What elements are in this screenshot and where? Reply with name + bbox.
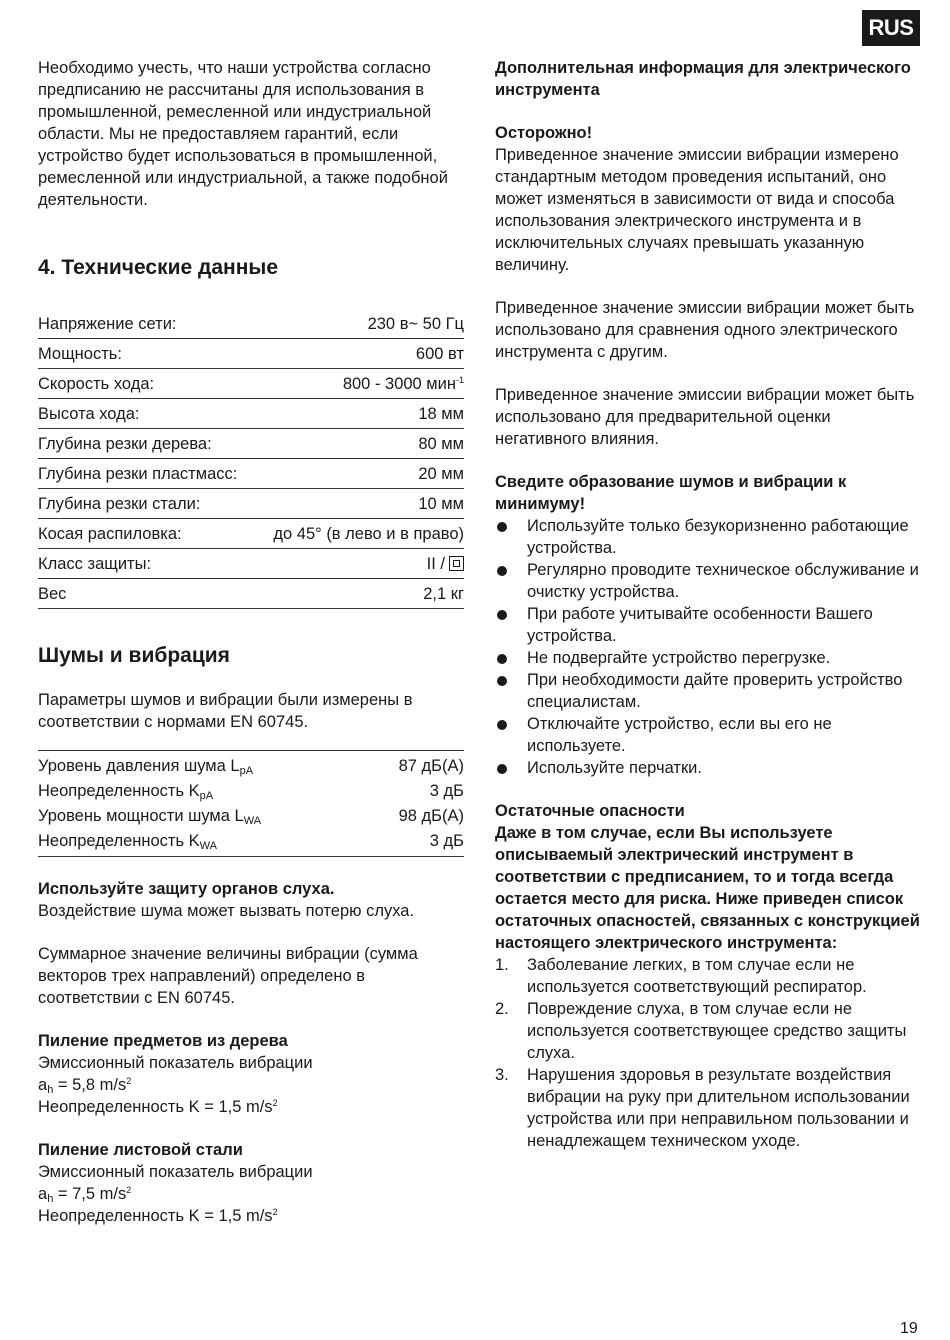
noise-heading: Шумы и вибрация — [38, 644, 230, 667]
vibration-total: Суммарное значение величины вибрации (сумма векторов трех направлений) определено в соответствии с EN 60745. — [38, 945, 418, 1007]
caution-title: Осторожно! — [495, 124, 593, 142]
spec-row: Глубина резки дерева: 80 мм — [38, 429, 464, 459]
spec-row: Вес 2,1 кг — [38, 579, 464, 609]
hearing-text: Воздействие шума может вызвать потерю слуха. — [38, 902, 415, 920]
noise-row: Уровень мощности шума $L_{WA}$ 98 дБ(A) — [38, 806, 464, 827]
language-tab: RUS — [862, 10, 920, 46]
minimize-title: Сведите образование шумов и вибрации к минимуму! — [495, 473, 847, 513]
spec-row: Мощность: 600 вт — [38, 339, 464, 369]
steel-emission-label: Эмиссионный показатель вибрации — [38, 1163, 313, 1181]
steel-ah: $a_h = 7,5$ $m/s^2$ — [38, 1185, 132, 1205]
noise-table — [38, 750, 464, 857]
list-item: Не подвергайте устройство перегрузке. — [495, 647, 920, 669]
left-column — [38, 57, 464, 1227]
noise-row: Неопределенность $K_{pA}$ 3 дБ — [38, 781, 464, 802]
hearing-title: Используйте защиту органов слуха. — [38, 880, 335, 898]
spec-row: Глубина резки стали: 10 мм — [38, 489, 464, 519]
spec-row: Глубина резки пластмасс: 20 мм — [38, 459, 464, 489]
right-column — [495, 57, 920, 1152]
tips-list — [495, 515, 920, 779]
residual-intro: Даже в том случае, если Вы используете описываемый электрический инструмент в соответствии с предписанием, то и тогда всегда остается место для риска. Ниже приведен список остаточных опасностей, связанных с конструкцией настоящего электрического инструмента: — [495, 824, 920, 952]
spec-row: Косая распиловка: до 45° (в лево и в право) — [38, 519, 464, 549]
list-item: Отключайте устройство, если вы его не используете. — [495, 713, 920, 757]
list-item: При необходимости дайте проверить устройство специалистам. — [495, 669, 920, 713]
page-number: 19 — [900, 1320, 918, 1337]
spec-row: Скорость хода: 800 - 3000 мин$^{-1}$ — [38, 369, 464, 399]
noise-intro: Параметры шумов и вибрации были измерены в соответствии с нормами EN 60745. — [38, 691, 413, 731]
noise-row: Неопределенность $K_{WA}$ 3 дБ — [38, 831, 464, 852]
list-item: Используйте только безукоризненно работающие устройства. — [495, 515, 920, 559]
list-item: Используйте перчатки. — [495, 757, 920, 779]
wood-emission-label: Эмиссионный показатель вибрации — [38, 1054, 313, 1072]
wood-title: Пиление предметов из дерева — [38, 1032, 288, 1050]
list-item: 3. Нарушения здоровья в результате воздействия вибрации на руку при длительном использовании устройства или при неправильном пользовании и ненадлежащем техническом уходе. — [495, 1066, 910, 1150]
intro-paragraph: Необходимо учесть, что наши устройства согласно предписанию не рассчитаны для использования в промышленной, ремесленной или индустриальной области. Мы не предоставляем гарантий, если устройство будет использоваться в промышленной, ремесленной или индустриальной, а также подобной деятельности. — [38, 59, 448, 209]
wood-k: Неопределенность K = 1,5 $m/s^2$ — [38, 1098, 278, 1116]
steel-k: Неопределенность K = 1,5 $m/s^2$ — [38, 1207, 278, 1225]
compare-text: Приведенное значение эмиссии вибрации может быть использовано для сравнения одного электрического инструмента с другим. — [495, 299, 915, 361]
spec-row: Напряжение сети: 230 в~ 50 Гц — [38, 309, 464, 339]
risks-list — [495, 954, 920, 1152]
extra-info-title: Дополнительная информация для электрического инструмента — [495, 59, 911, 99]
steel-title: Пиление листовой стали — [38, 1141, 243, 1159]
list-item: 2. Повреждение слуха, в том случае если не используется соответствующее средство защиты слуха. — [495, 1000, 907, 1062]
list-item: 1. Заболевание легких, в том случае если не используется соответствующий респиратор. — [495, 956, 867, 996]
residual-title: Остаточные опасности — [495, 802, 685, 820]
spec-row: Высота хода: 18 мм — [38, 399, 464, 429]
spec-row: Класс защиты: II / — [38, 549, 464, 579]
list-item: Регулярно проводите техническое обслуживание и очистку устройства. — [495, 559, 920, 603]
caution-text: Приведенное значение эмиссии вибрации измерено стандартным методом проведения испытаний, оно может изменяться в зависимости от вида и способа использования электрического инструмента и в исключительных случаях превышать указанную величину. — [495, 146, 899, 274]
noise-row: Уровень давления шума $L_{pA}$ 87 дБ(A) — [38, 756, 464, 777]
protection-class-ii-icon — [449, 556, 464, 571]
spec-table — [38, 309, 464, 609]
tech-data-heading: 4. Технические данные — [38, 256, 279, 279]
wood-ah: $a_h = 5,8$ $m/s^2$ — [38, 1076, 132, 1096]
estimate-text: Приведенное значение эмиссии вибрации может быть использовано для предварительной оценки негативного влияния. — [495, 386, 915, 448]
list-item: При работе учитывайте особенности Вашего устройства. — [495, 603, 920, 647]
